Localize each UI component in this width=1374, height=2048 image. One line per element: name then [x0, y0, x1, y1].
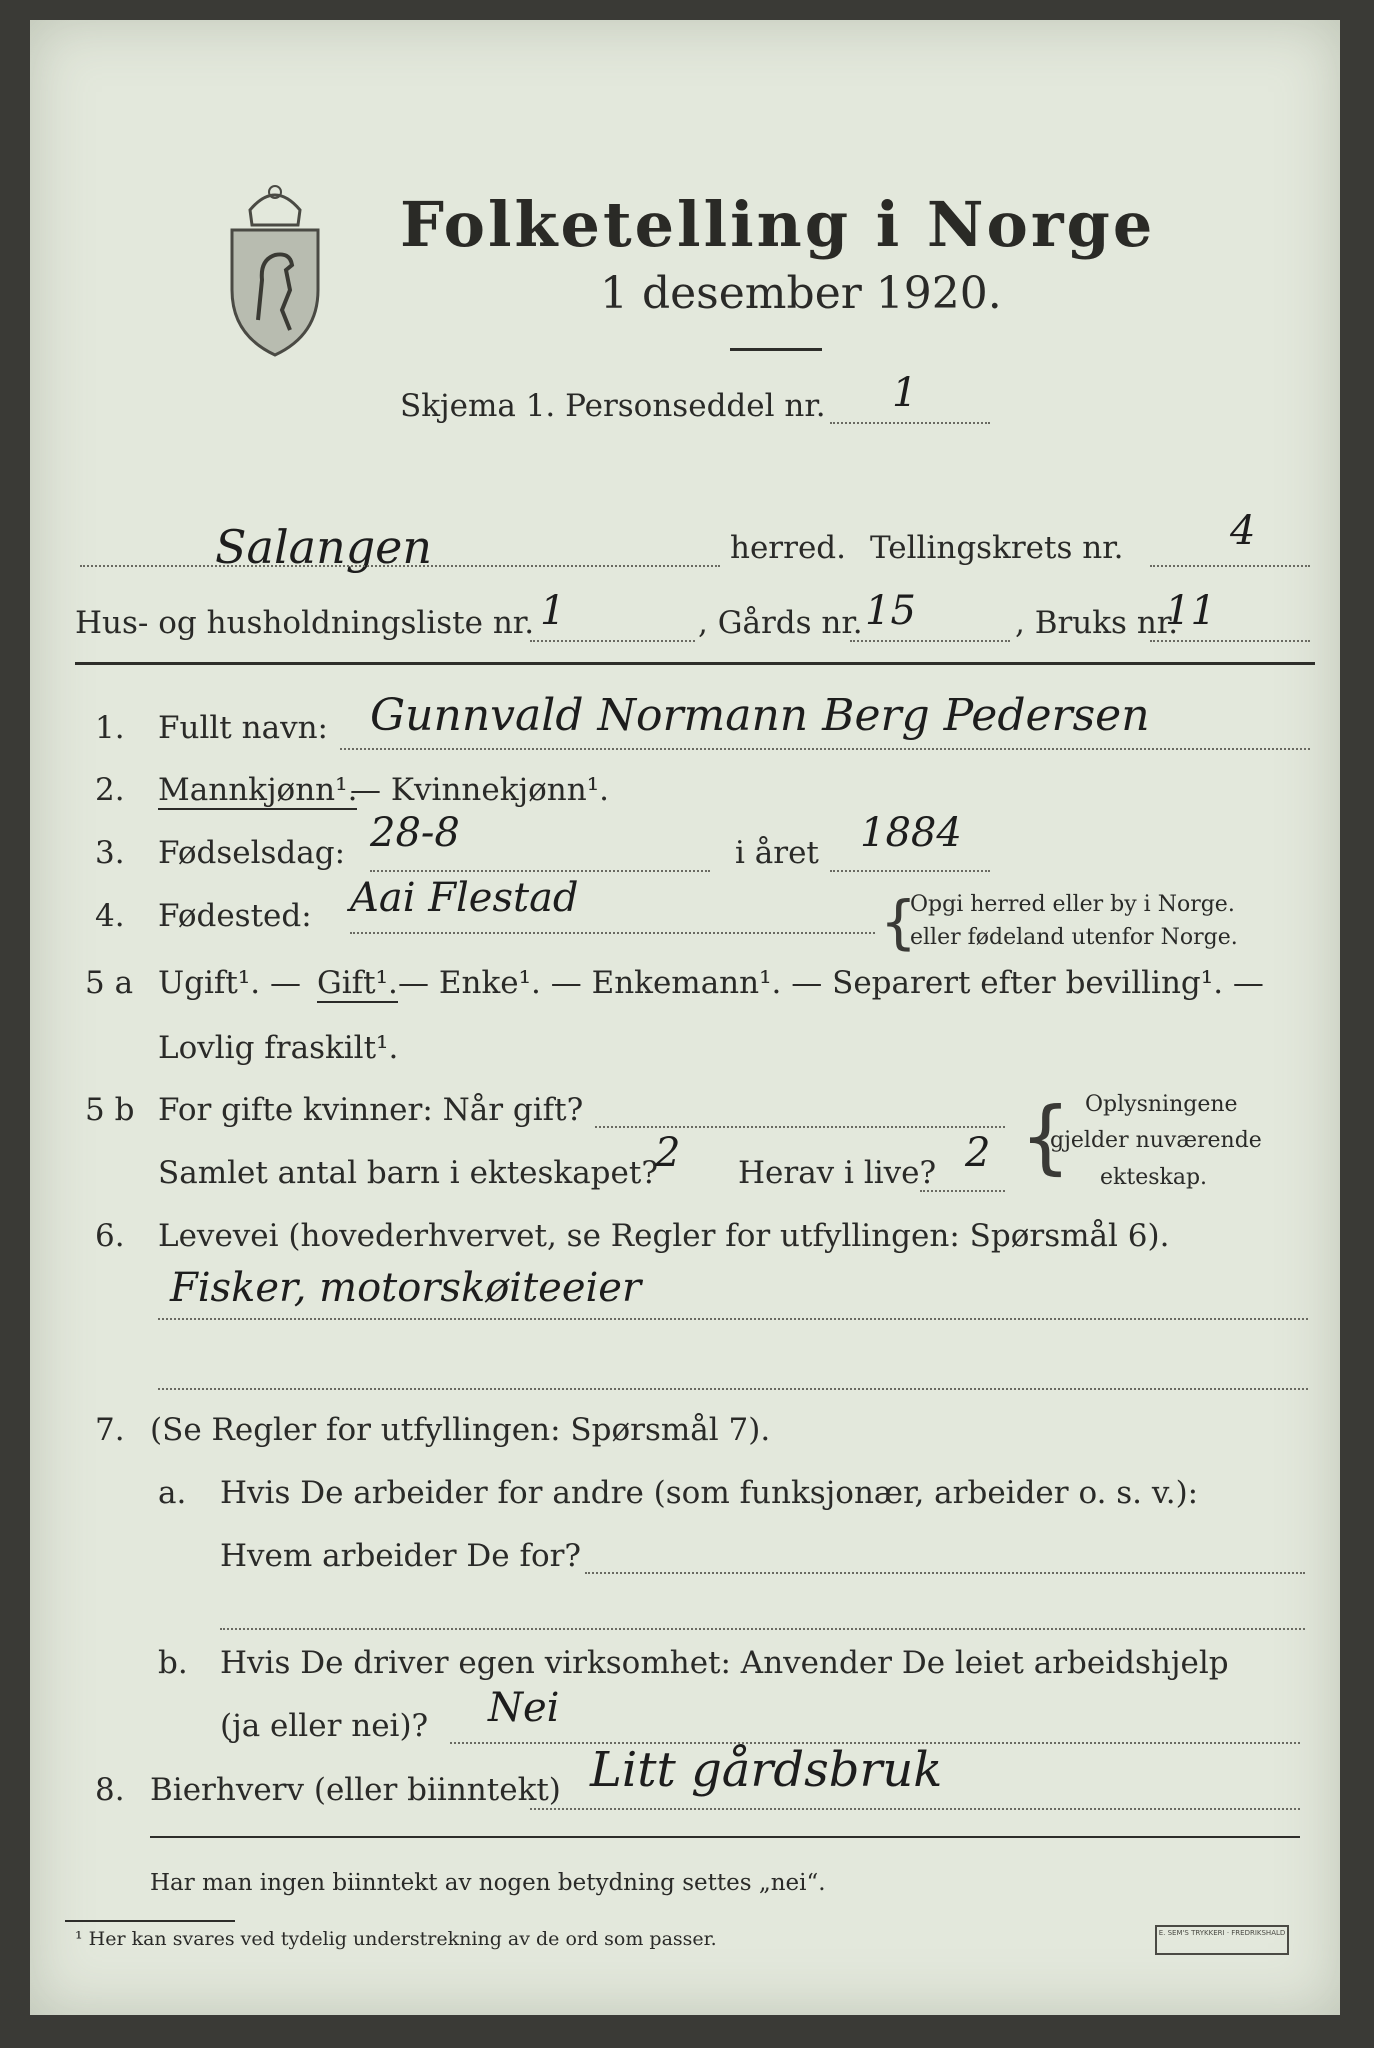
q7a-line [585, 1572, 1305, 1574]
tellingskrets-line [1150, 565, 1310, 567]
header-rule [75, 662, 1315, 665]
q8-value: Litt gårdsbruk [590, 1742, 943, 1798]
herred-value: Salangen [215, 520, 432, 574]
q7-number: 7. [95, 1412, 125, 1448]
tellingskrets-value: 4 [1230, 508, 1256, 554]
q5b-note-1: Oplysningene [1085, 1092, 1238, 1117]
q6-number: 6. [95, 1218, 125, 1254]
q4-label: Fødested: [158, 898, 312, 934]
q5b-children-label: Samlet antal barn i ekteskapet? [158, 1155, 658, 1191]
printer-stamp: E. SEM'S TRYKKERI · FREDRIKSHALD [1155, 1925, 1289, 1955]
norway-coat-of-arms-icon [220, 170, 330, 360]
q7b-number: b. [158, 1645, 188, 1681]
q5b-number: 5 b [85, 1092, 135, 1128]
q5b-note-3: ekteskap. [1100, 1165, 1208, 1190]
q8-line [530, 1808, 1300, 1810]
q3-year-value: 1884 [860, 810, 962, 856]
q4-number: 4. [95, 898, 125, 934]
q5a-number: 5 a [85, 965, 134, 1001]
q4-note-2: eller fødeland utenfor Norge. [910, 925, 1238, 950]
q4-line [350, 932, 875, 934]
q1-number: 1. [95, 710, 125, 746]
q5a-rest: — Enke¹. — Enkemann¹. — Separert efter bevilling¹. — [398, 965, 1264, 1001]
form-title: Folketelling i Norge [400, 188, 1156, 261]
hus-label: Hus- og husholdningsliste nr. [75, 605, 535, 641]
hus-line [530, 640, 695, 642]
bruks-line [1150, 640, 1310, 642]
q7-label: (Se Regler for utfyllingen: Spørsmål 7). [150, 1412, 771, 1448]
q3-value: 28-8 [370, 810, 460, 856]
q7b-text2: (ja eller nei)? [220, 1708, 429, 1744]
gards-label: , Gårds nr. [698, 605, 863, 641]
q5b-label: For gifte kvinner: Når gift? [158, 1092, 584, 1128]
q2-male: Mannkjønn¹. [158, 772, 358, 808]
q1-line [340, 748, 1310, 750]
bruks-label: , Bruks nr. [1015, 605, 1179, 641]
skjema-value: 1 [892, 370, 918, 416]
q5b-when-line [595, 1126, 1005, 1128]
q8-label: Bierhverv (eller biinntekt) [150, 1772, 561, 1808]
q3-year-label: i året [735, 835, 819, 871]
q4-note-1: Opgi herred eller by i Norge. [910, 892, 1235, 917]
tellingskrets-label: Tellingskrets nr. [870, 530, 1124, 566]
footer-rule [150, 1836, 1300, 1838]
q5b-alive-value: 2 [965, 1130, 991, 1176]
q5a-gift: Gift¹. [317, 965, 398, 1001]
bruks-value: 11 [1165, 588, 1216, 634]
q1-label: Fullt navn: [158, 710, 328, 746]
q3-label: Fødselsdag: [158, 835, 346, 871]
herred-line [80, 565, 720, 567]
q8-number: 8. [95, 1772, 125, 1808]
q4-brace: { [880, 888, 917, 956]
form-date: 1 desember 1920. [600, 268, 1002, 319]
footer-note: Har man ingen biinntekt av nogen betydning settes „nei“. [150, 1870, 826, 1896]
skjema-label: Skjema 1. Personseddel nr. [400, 388, 826, 424]
q5b-brace: { [1020, 1090, 1071, 1183]
q1-value: Gunnvald Normann Berg Pedersen [370, 690, 1150, 741]
q7a-text2: Hvem arbeider De for? [220, 1538, 582, 1574]
q6-label: Levevei (hovederhvervet, se Regler for utfyllingen: Spørsmål 6). [158, 1218, 1170, 1254]
q4-value: Aai Flestad [350, 875, 579, 921]
q7a-number: a. [158, 1475, 187, 1511]
footnote: ¹ Her kan svares ved tydelig understrekning av de ord som passer. [75, 1928, 717, 1950]
q2-number: 2. [95, 772, 125, 808]
gards-value: 15 [865, 588, 916, 634]
footnote-rule [65, 1920, 235, 1922]
q5b-alive-line [920, 1190, 1005, 1192]
q6-value: Fisker, motorskøiteeier [170, 1265, 642, 1311]
q5b-alive-label: Herav i live? [738, 1155, 937, 1191]
q3-year-line [830, 870, 990, 872]
q7a-line-2 [220, 1628, 1305, 1630]
q5a-line2: Lovlig fraskilt¹. [158, 1030, 399, 1066]
q6-line-2 [158, 1388, 1308, 1390]
q5b-note-2: gjelder nuværende [1050, 1128, 1262, 1153]
q5b-children-value: 2 [655, 1130, 681, 1176]
q5a-ugift: Ugift¹. — [158, 965, 301, 1001]
q2-female: — Kvinnekjønn¹. [350, 772, 609, 808]
q7b-text: Hvis De driver egen virksomhet: Anvender De leiet arbeidshjelp [220, 1645, 1229, 1681]
q6-line-1 [158, 1318, 1308, 1320]
census-form [30, 20, 1340, 2015]
q3-line [370, 870, 710, 872]
q3-number: 3. [95, 835, 125, 871]
herred-label: herred. [730, 530, 846, 566]
gards-line [850, 640, 1010, 642]
q7a-text: Hvis De arbeider for andre (som funksjonær, arbeider o. s. v.): [220, 1475, 1199, 1511]
q7b-value: Nei [488, 1685, 560, 1731]
title-rule [730, 348, 822, 351]
skjema-line [830, 422, 990, 424]
hus-value: 1 [540, 588, 566, 634]
